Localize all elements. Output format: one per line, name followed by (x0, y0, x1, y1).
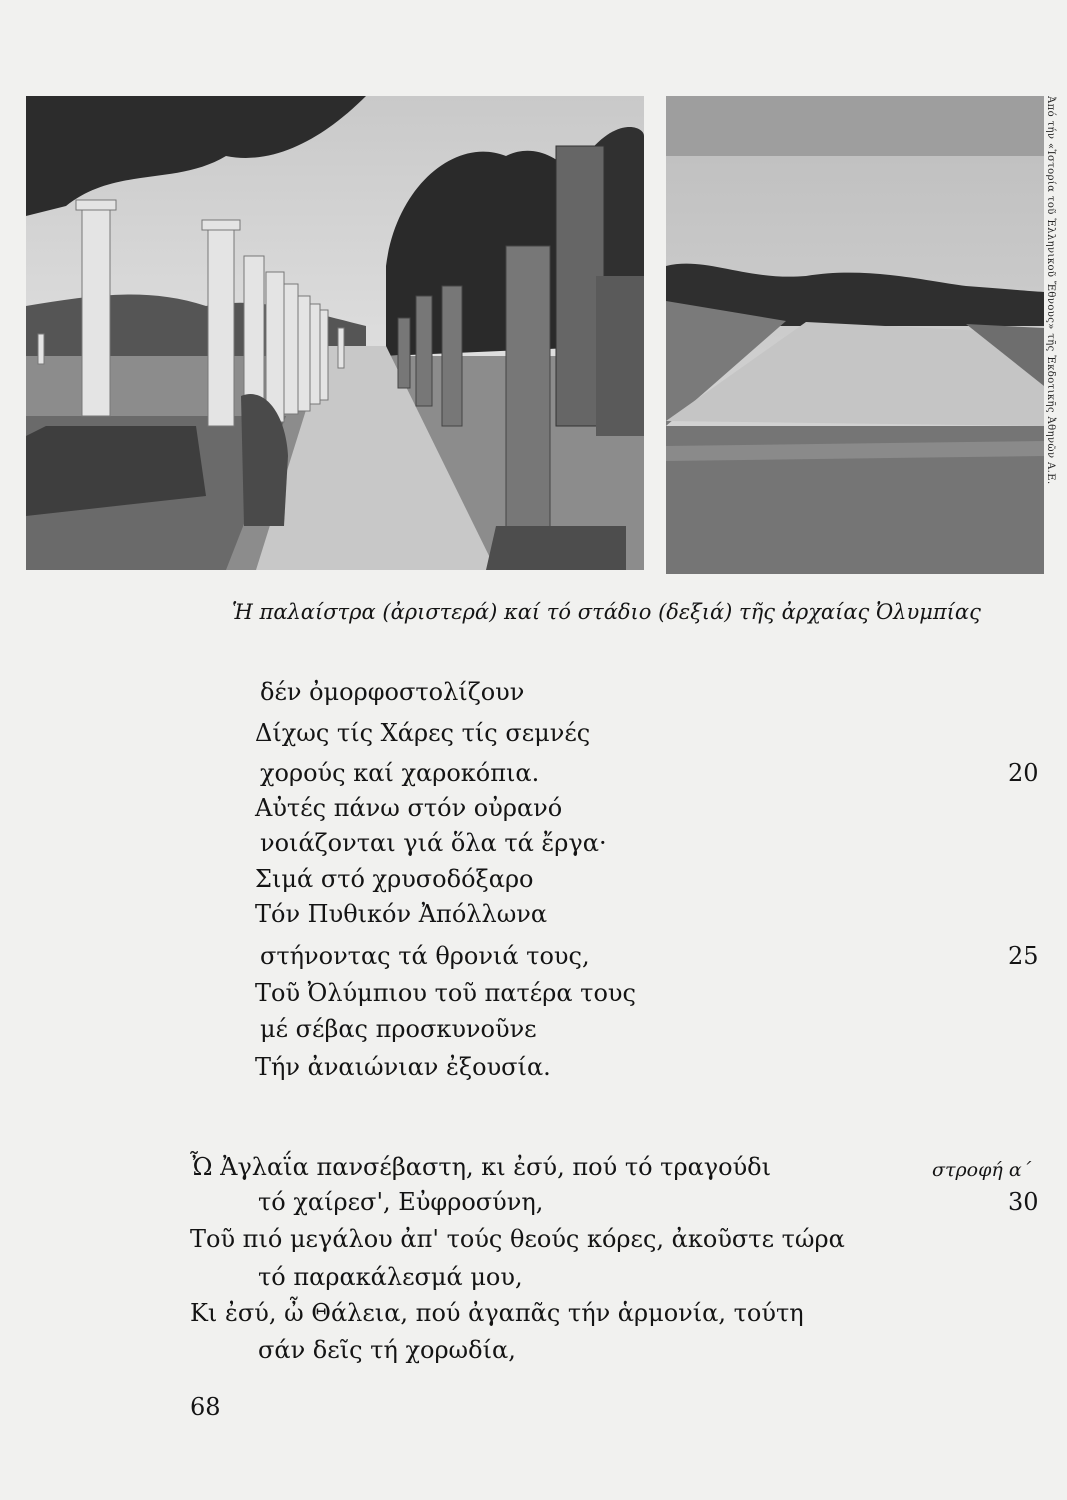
poem-line: Κι ἐσύ, ὦ Θάλεια, πού ἀγαπᾶς τήν ἁρμονία, τούτη (190, 1299, 804, 1327)
strophe-label: στροφή α΄ (932, 1159, 1032, 1181)
line-number: 30 (1008, 1188, 1039, 1216)
line-number: 25 (1008, 942, 1039, 970)
poem-line: Τοῦ Ὀλύμπιου τοῦ πατέρα τους (255, 979, 636, 1007)
poem-line: τό χαίρεσ', Εὐφροσύνη, (258, 1188, 544, 1216)
line-number: 20 (1008, 759, 1039, 787)
poem-line: νοιάζονται γιά ὅλα τά ἔργα· (260, 829, 607, 857)
poem-line: Σιμά στό χρυσοδόξαρο (255, 865, 534, 893)
stadium-photo (666, 96, 1044, 574)
figure-caption: Ἡ παλαίστρα (ἀριστερά) καί τό στάδιο (δεξιά) τῆς ἀρχαίας Ὀλυμπίας (232, 600, 981, 624)
poem-line: χορούς καί χαροκόπια. (260, 759, 540, 787)
poem-line: μέ σέβας προσκυνοῦνε (260, 1015, 537, 1043)
poem-line: Τόν Πυθικόν Ἀπόλλωνα (255, 900, 548, 928)
page-number: 68 (190, 1393, 221, 1421)
poem-line: Αὐτές πάνω στόν οὐρανό (255, 794, 563, 822)
palaestra-photo (26, 96, 644, 570)
poem-line: στήνοντας τά θρονιά τους, (260, 942, 590, 970)
poem-line: Ὦ Ἀγλαΐα πανσέβαστη, κι ἐσύ, πού τό τραγούδι (190, 1153, 772, 1181)
poem-line: Δίχως τίς Χάρες τίς σεμνές (255, 719, 591, 747)
poem-line: Τήν ἀναιώνιαν ἐξουσία. (255, 1053, 551, 1081)
photo-credit: Ἀπό τήν «Ἱστορία τοῦ Ἑλληνικοῦ Ἔθνους» τῆς Ἐκδοτικῆς Ἀθηνῶν Α.Ε. (1045, 96, 1056, 485)
poem-line: δέν ὀμορφοστολίζουν (260, 678, 525, 706)
poem-line: τό παρακάλεσμά μου, (258, 1263, 523, 1291)
poem-line: Τοῦ πιό μεγάλου ἀπ' τούς θεούς κόρες, ἀκοῦστε τώρα (190, 1225, 845, 1253)
poem-line: σάν δεῖς τή χορωδία, (258, 1336, 516, 1364)
